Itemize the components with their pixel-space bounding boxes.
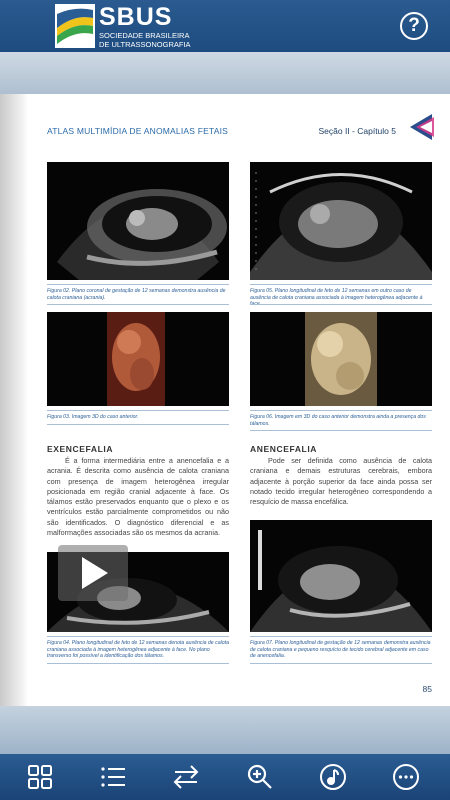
section-label: Seção II - Capítulo 5 [318,126,396,136]
page-swap-button[interactable] [172,763,200,791]
figure-04-rule [47,636,229,637]
figure-05-caption: Figura 05. Plano longitudinal de feto de 12 semanas em outro caso de ausência de calota craniana associada à imagem heterogênea adjacente à face. [250,288,423,308]
figure-02-rule-bottom [47,304,229,305]
page-number: 85 [422,684,432,694]
figure-05-rule-bottom [250,304,432,305]
section-triangle-icon [408,112,434,142]
anencefalia-heading: ANENCEFALIA [250,444,318,454]
figure-04-caption: Figura 04. Plano longitudinal de feto de 12 semanas denota ausência de calota craniana associada à imagem heterogênea adjacente à face. No plano transverso foi possível a identificação dos tálamos. [47,640,229,660]
grid-view-button[interactable] [26,763,54,791]
figure-05-rule [250,284,432,285]
audio-button[interactable] [319,763,347,791]
more-options-button[interactable] [392,763,420,791]
figure-02-rule [47,284,229,285]
figure-03-rule [47,410,229,411]
swap-icon [172,763,200,791]
anencefalia-body: Pode ser definida como ausência de calota craniana e demais estruturas cerebrais, embora adjacente à porção superior da face ainda possa ser notado tecido irregular heterogêneo correspondendo a resquício de massa encefálica. [250,456,432,507]
reader-background-top [0,52,450,94]
figure-04-rule-bottom [47,663,229,664]
grid-icon [26,763,54,791]
figure-03-image[interactable] [47,312,229,406]
table-of-contents-button[interactable] [99,763,127,791]
play-icon [58,545,128,601]
more-icon [392,763,420,791]
zoom-in-icon [246,763,274,791]
atlas-title: ATLAS MULTIMÍDIA DE ANOMALIAS FETAIS [47,126,229,136]
render-3d-icon [250,312,432,406]
figure-06-rule-bottom [250,430,432,431]
figure-07-rule [250,636,432,637]
page-fold-shadow [0,94,28,706]
figure-07-caption: Figura 07. Plano longitudinal de gestação de 12 semanas demonstra ausência de calota craniana e pequeno resquício de tecido cerebral adjacente em caso de anencefalia. [250,640,431,660]
figure-02-caption: Figura 02. Plano coronal de gestação de 12 semanas demonstra ausência de calota craniana (acrania). [47,288,226,301]
sbus-logo [55,4,195,48]
figure-05-image[interactable] [250,162,432,280]
help-button[interactable]: ? [400,12,428,40]
figure-06-caption: Figura 06. Imagem em 3D do caso anterior demonstra ainda a presença dos tálamos. [250,414,426,427]
logo-text: SBUS [99,3,173,31]
exencefalia-body: É a forma intermediária entre a anencefalia e a acrania. É descrita como ausência de calota craniana com presença de imagem heterogênea irregular posicionada em região cranial adjacente à face. Os tálamos estão preservados enquanto que o plexo e os ventrículos estão parcialmente comprometidos ou não são identificados. O diagnóstico diferencial e as malformações associadas são os mesmos da acrania. [47,456,229,538]
reader-background-bottom [0,706,450,754]
figure-03-caption: Figura 03. Imagem 3D do caso anterior. [47,414,139,420]
figure-03-rule-bottom [47,424,229,425]
list-icon [99,763,127,791]
figure-06-image[interactable] [250,312,432,406]
figure-06-rule [250,410,432,411]
ultrasound-scan-icon [250,162,432,280]
app-header [0,0,450,52]
figure-07-video[interactable] [250,520,432,632]
ultrasound-scan-icon [47,162,229,280]
logo-subtitle-line1: SOCIEDADE BRASILEIRA [99,31,190,40]
sbus-logo-mark [55,4,95,48]
video-play-button[interactable] [58,545,128,601]
render-3d-icon [47,312,229,406]
music-icon [319,763,347,791]
figure-07-rule-bottom [250,663,432,664]
zoom-in-button[interactable] [246,763,274,791]
figure-02-image[interactable] [47,162,229,280]
bottom-toolbar [0,754,450,800]
exencefalia-heading: EXENCEFALIA [47,444,114,454]
logo-subtitle-line2: DE ULTRASSONOGRAFIA [99,40,191,49]
ultrasound-scan-icon [250,520,432,632]
book-page[interactable] [0,94,450,706]
